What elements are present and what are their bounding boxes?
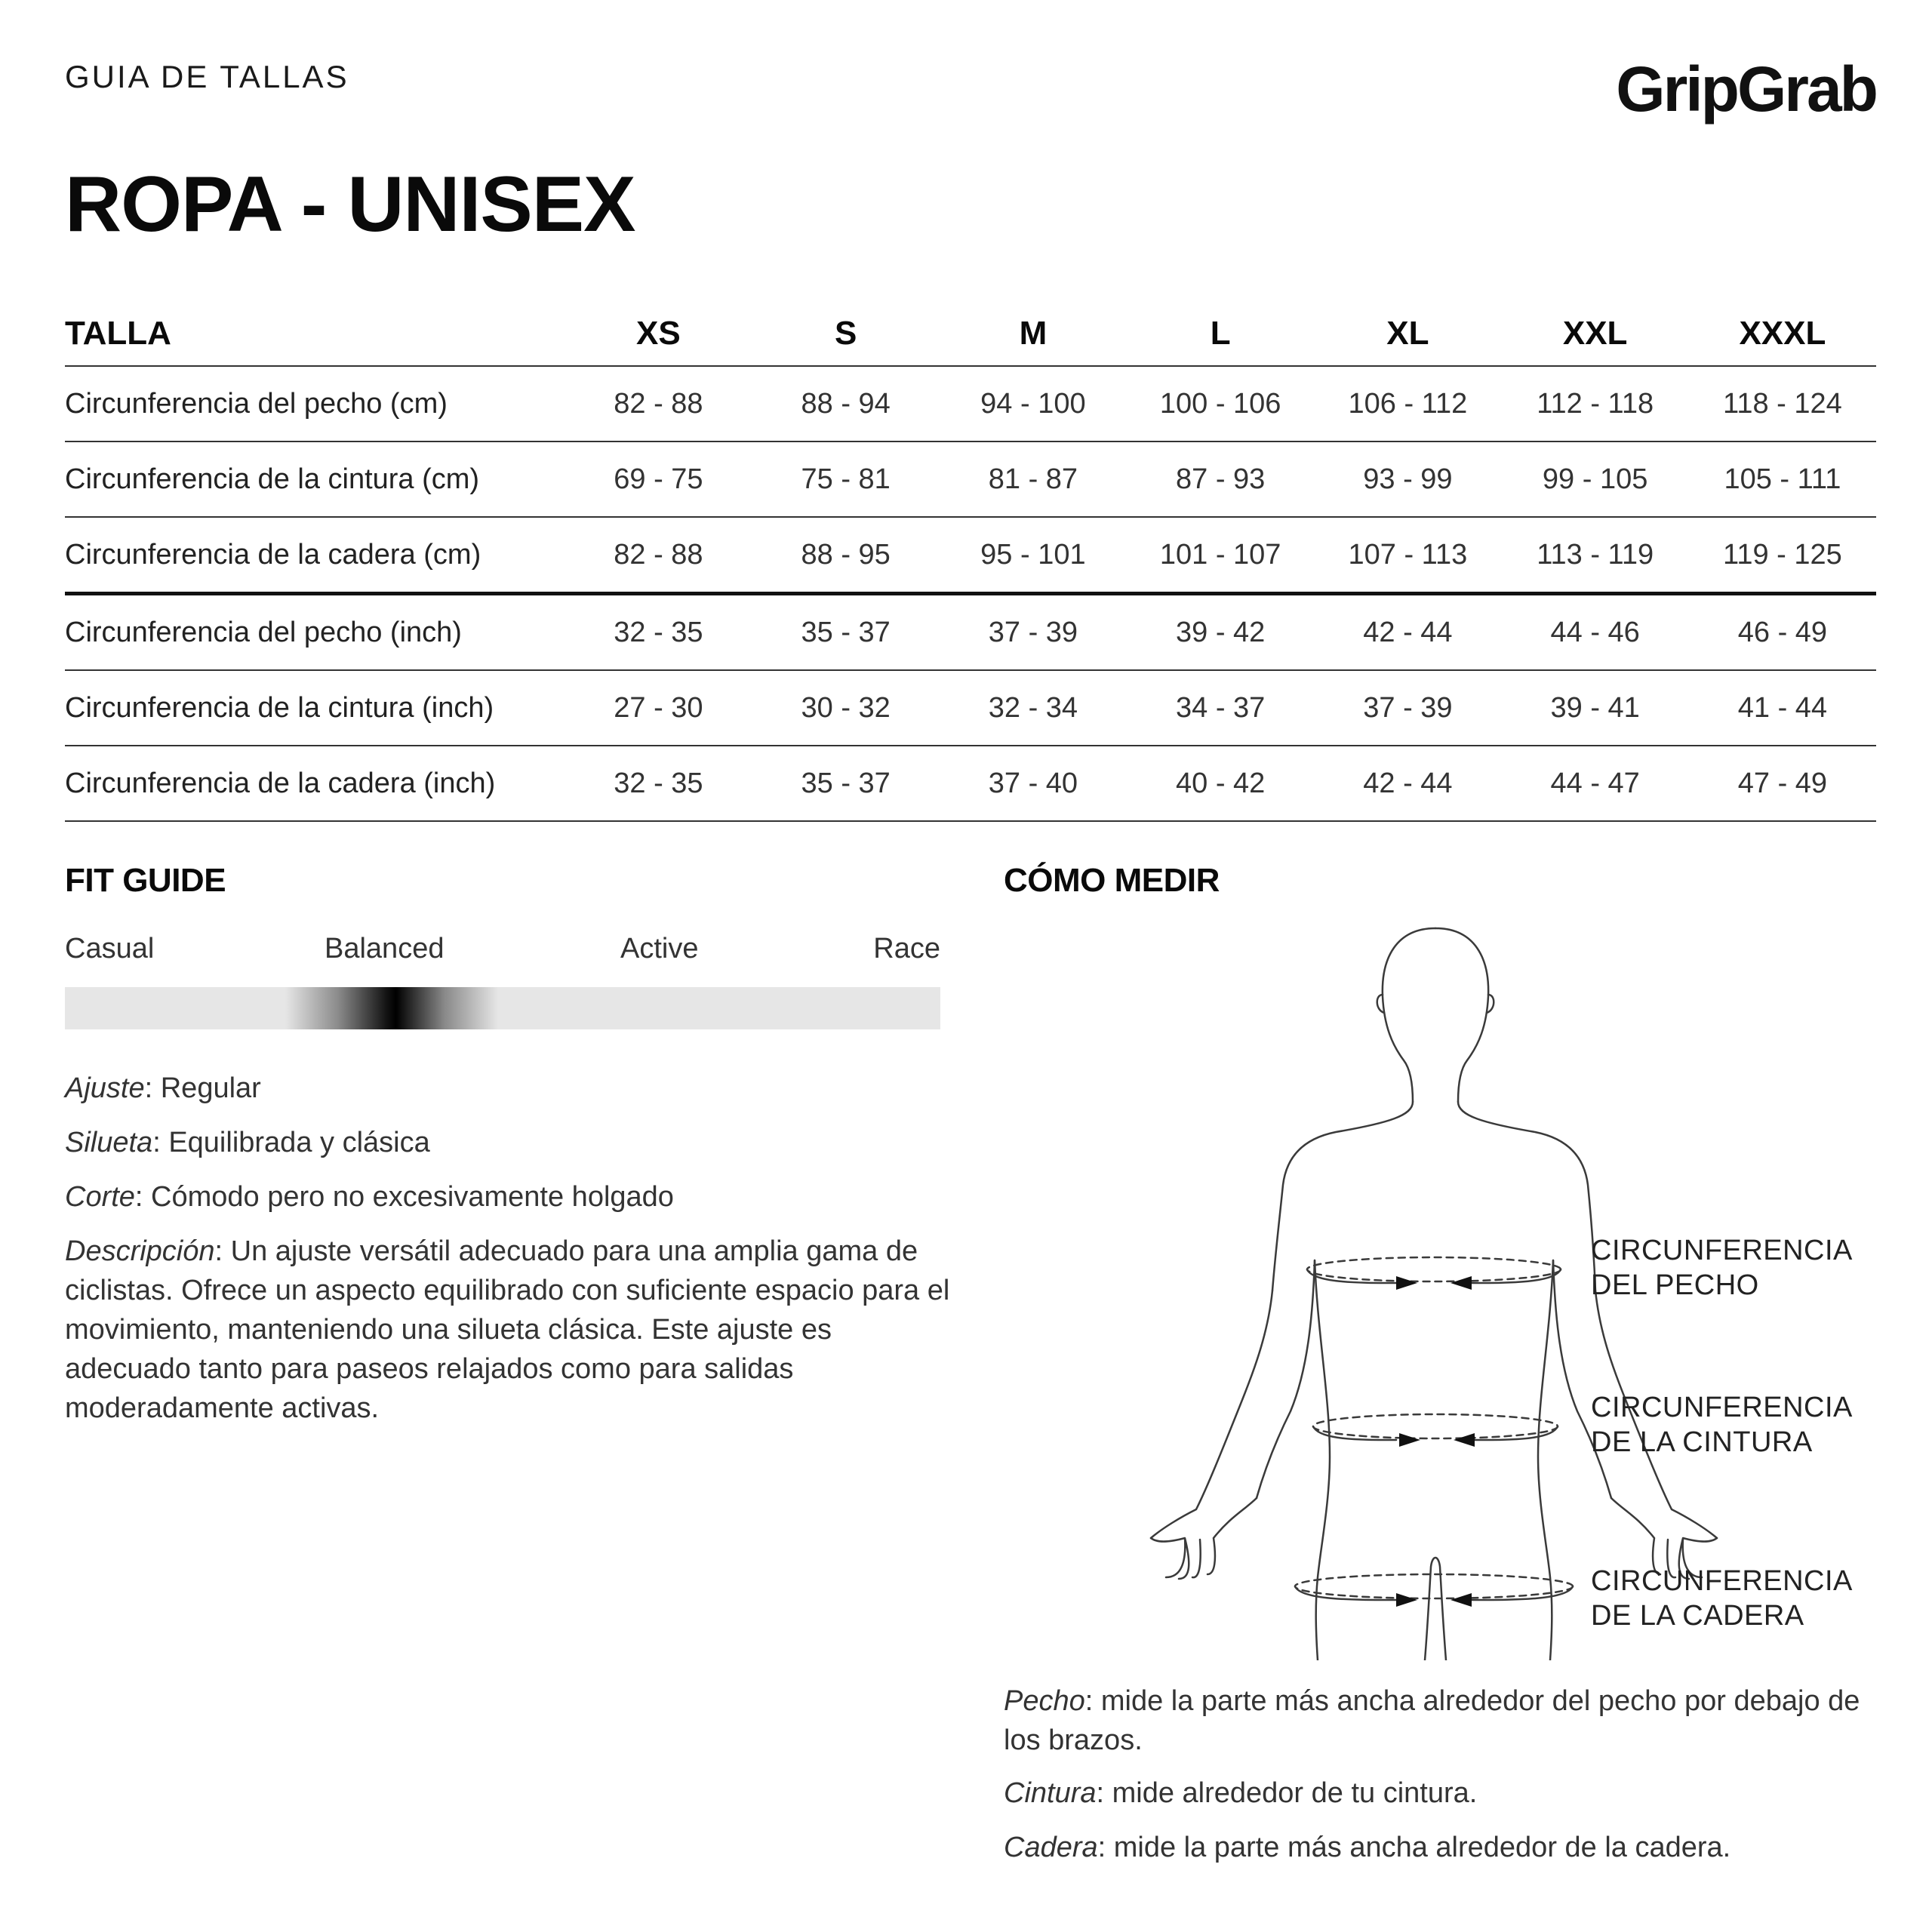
size-header-xxl: XXL: [1562, 315, 1628, 352]
row-label: Circunferencia de la cintura (inch): [65, 691, 494, 724]
table-cell: 27 - 30: [614, 691, 703, 724]
fit-guide-title: FIT GUIDE: [65, 862, 226, 899]
detail-value: : Cómodo pero no excesivamente holgado: [134, 1181, 674, 1213]
hip-label: [1591, 1564, 1853, 1633]
arrow-left-icon: [1454, 1433, 1475, 1447]
fit-label-active: Active: [620, 933, 699, 964]
table-cell: 30 - 32: [801, 691, 891, 724]
instruction-key: Pecho: [1004, 1685, 1085, 1717]
waist-measure-loop: [1313, 1414, 1558, 1438]
table-cell: 88 - 94: [801, 387, 891, 420]
fit-detail-ajuste: [65, 1069, 955, 1108]
chest-label-line1: CIRCUNFERENCIA: [1591, 1235, 1853, 1266]
fit-detail-silueta: [65, 1123, 955, 1162]
table-cell: 42 - 44: [1363, 767, 1453, 799]
table-cell: 37 - 40: [988, 767, 1078, 799]
waist-label: [1591, 1390, 1853, 1460]
instruction-cintura: [1004, 1774, 1894, 1813]
instruction-value: : mide la parte más ancha alrededor del pecho por debajo de los brazos.: [1004, 1685, 1860, 1756]
torso-left-side: [1315, 1260, 1330, 1660]
chest-label: [1591, 1233, 1853, 1303]
table-cell: 113 - 119: [1537, 538, 1654, 571]
detail-value: : Equilibrada y clásica: [152, 1127, 430, 1158]
size-header-xl: XL: [1386, 315, 1429, 352]
table-row: [65, 518, 1876, 595]
detail-key: Ajuste: [65, 1072, 145, 1104]
table-cell: 44 - 46: [1550, 616, 1640, 648]
instruction-cadera: [1004, 1828, 1894, 1867]
table-cell: 81 - 87: [988, 463, 1078, 495]
table-cell: 82 - 88: [614, 387, 703, 420]
hip-label-line2: DE LA CADERA: [1591, 1600, 1804, 1632]
head-outline-left: [1383, 928, 1435, 1102]
table-cell: 95 - 101: [980, 538, 1086, 571]
table-header-label: TALLA: [65, 315, 171, 352]
table-row: [65, 367, 1876, 442]
row-label: Circunferencia del pecho (inch): [65, 616, 462, 648]
chest-measure-loop: [1307, 1257, 1561, 1281]
hip-measure-loop: [1295, 1574, 1573, 1598]
instruction-value: : mide la parte más ancha alrededor de la cadera.: [1097, 1832, 1731, 1863]
table-cell: 37 - 39: [1363, 691, 1453, 724]
detail-key: Silueta: [65, 1127, 153, 1158]
crotch-outline: [1425, 1558, 1446, 1660]
how-to-measure-title: CÓMO MEDIR: [1004, 862, 1220, 899]
table-cell: 39 - 42: [1176, 616, 1266, 648]
table-cell: 118 - 124: [1723, 387, 1842, 420]
size-table: [65, 302, 1876, 822]
page-title: ROPA - UNISEX: [65, 161, 635, 248]
table-cell: 88 - 95: [801, 538, 891, 571]
fit-detail-descripcion: [65, 1232, 955, 1428]
table-cell: 100 - 106: [1159, 387, 1281, 420]
table-cell: 35 - 37: [801, 616, 891, 648]
size-header-m: M: [1019, 315, 1048, 352]
arrow-right-icon: [1396, 1593, 1417, 1607]
table-cell: 41 - 44: [1737, 691, 1828, 724]
table-cell: 32 - 35: [614, 616, 703, 648]
table-cell: 47 - 49: [1737, 767, 1828, 799]
table-cell: 44 - 47: [1550, 767, 1640, 799]
table-row: [65, 671, 1876, 746]
table-cell: 37 - 39: [988, 616, 1078, 648]
page-kicker: GUIA DE TALLAS: [65, 59, 349, 94]
detail-key: Descripción: [65, 1235, 215, 1267]
arrow-left-icon: [1451, 1276, 1472, 1290]
left-hand: [1151, 1498, 1257, 1579]
chest-measure-arc: [1307, 1269, 1561, 1283]
chest-label-line2: DEL PECHO: [1591, 1269, 1759, 1301]
table-cell: 106 - 112: [1348, 387, 1468, 420]
row-label: Circunferencia de la cadera (cm): [65, 538, 481, 571]
table-row: [65, 442, 1876, 518]
arrow-right-icon: [1396, 1276, 1417, 1290]
detail-key: Corte: [65, 1181, 135, 1213]
table-row: [65, 595, 1876, 671]
detail-value: : Un ajuste versátil adecuado para una amplia gama de ciclistas. Ofrece un aspecto equilibrado con suficiente espacio para el movimiento, manteniendo una silueta clásica. Este ajuste es adecuado tanto para paseos relajados como para salidas moderadamente activas.: [65, 1235, 950, 1424]
torso-right-side: [1538, 1260, 1553, 1660]
detail-value: : Regular: [144, 1072, 261, 1104]
row-label: Circunferencia del pecho (cm): [65, 387, 448, 420]
table-cell: 99 - 105: [1542, 463, 1648, 495]
right-shoulder: [1458, 1102, 1595, 1291]
table-cell: 75 - 81: [801, 463, 891, 495]
fit-indicator: [285, 987, 498, 1029]
left-arm-inner: [1257, 1260, 1315, 1498]
arrow-right-icon: [1399, 1433, 1420, 1447]
table-cell: 34 - 37: [1176, 691, 1266, 724]
row-label: Circunferencia de la cadera (inch): [65, 767, 496, 799]
size-header-xs: XS: [636, 315, 681, 352]
fit-label-casual: Casual: [65, 933, 155, 964]
size-header-xxxl: XXXL: [1739, 315, 1826, 352]
instruction-key: Cadera: [1004, 1832, 1098, 1863]
brand-logo: GripGrab: [1616, 54, 1876, 125]
arrow-left-icon: [1451, 1593, 1472, 1607]
fit-scale-labels: [65, 933, 940, 971]
table-cell: 39 - 41: [1550, 691, 1640, 724]
table-cell: 46 - 49: [1737, 616, 1828, 648]
instruction-key: Cintura: [1004, 1777, 1097, 1809]
row-label: Circunferencia de la cintura (cm): [65, 463, 480, 495]
table-cell: 112 - 118: [1537, 387, 1654, 420]
size-header-l: L: [1210, 315, 1231, 352]
size-header-s: S: [834, 315, 857, 352]
waist-label-line1: CIRCUNFERENCIA: [1591, 1392, 1853, 1423]
table-cell: 101 - 107: [1159, 538, 1281, 571]
table-cell: 105 - 111: [1724, 463, 1841, 495]
fit-detail-corte: [65, 1177, 955, 1217]
fit-label-race: Race: [873, 933, 940, 964]
instruction-pecho: [1004, 1681, 1894, 1760]
hip-measure-arc: [1295, 1586, 1573, 1600]
hip-label-line1: CIRCUNFERENCIA: [1591, 1565, 1853, 1597]
waist-label-line2: DE LA CINTURA: [1591, 1426, 1813, 1458]
fit-label-balanced: Balanced: [325, 933, 445, 964]
table-row: [65, 746, 1876, 822]
table-cell: 32 - 34: [988, 691, 1078, 724]
table-cell: 40 - 42: [1176, 767, 1266, 799]
head-outline-right: [1435, 928, 1488, 1102]
table-header-row: [65, 302, 1876, 367]
table-cell: 32 - 35: [614, 767, 703, 799]
table-cell: 35 - 37: [801, 767, 891, 799]
instruction-value: : mide alrededor de tu cintura.: [1096, 1777, 1478, 1809]
table-cell: 93 - 99: [1363, 463, 1453, 495]
fit-scale-bar: [65, 987, 940, 1029]
table-cell: 82 - 88: [614, 538, 703, 571]
table-cell: 87 - 93: [1176, 463, 1266, 495]
table-cell: 119 - 125: [1723, 538, 1842, 571]
table-cell: 69 - 75: [614, 463, 703, 495]
table-cell: 107 - 113: [1348, 538, 1468, 571]
table-cell: 42 - 44: [1363, 616, 1453, 648]
table-cell: 94 - 100: [980, 387, 1086, 420]
left-shoulder: [1272, 1102, 1413, 1291]
